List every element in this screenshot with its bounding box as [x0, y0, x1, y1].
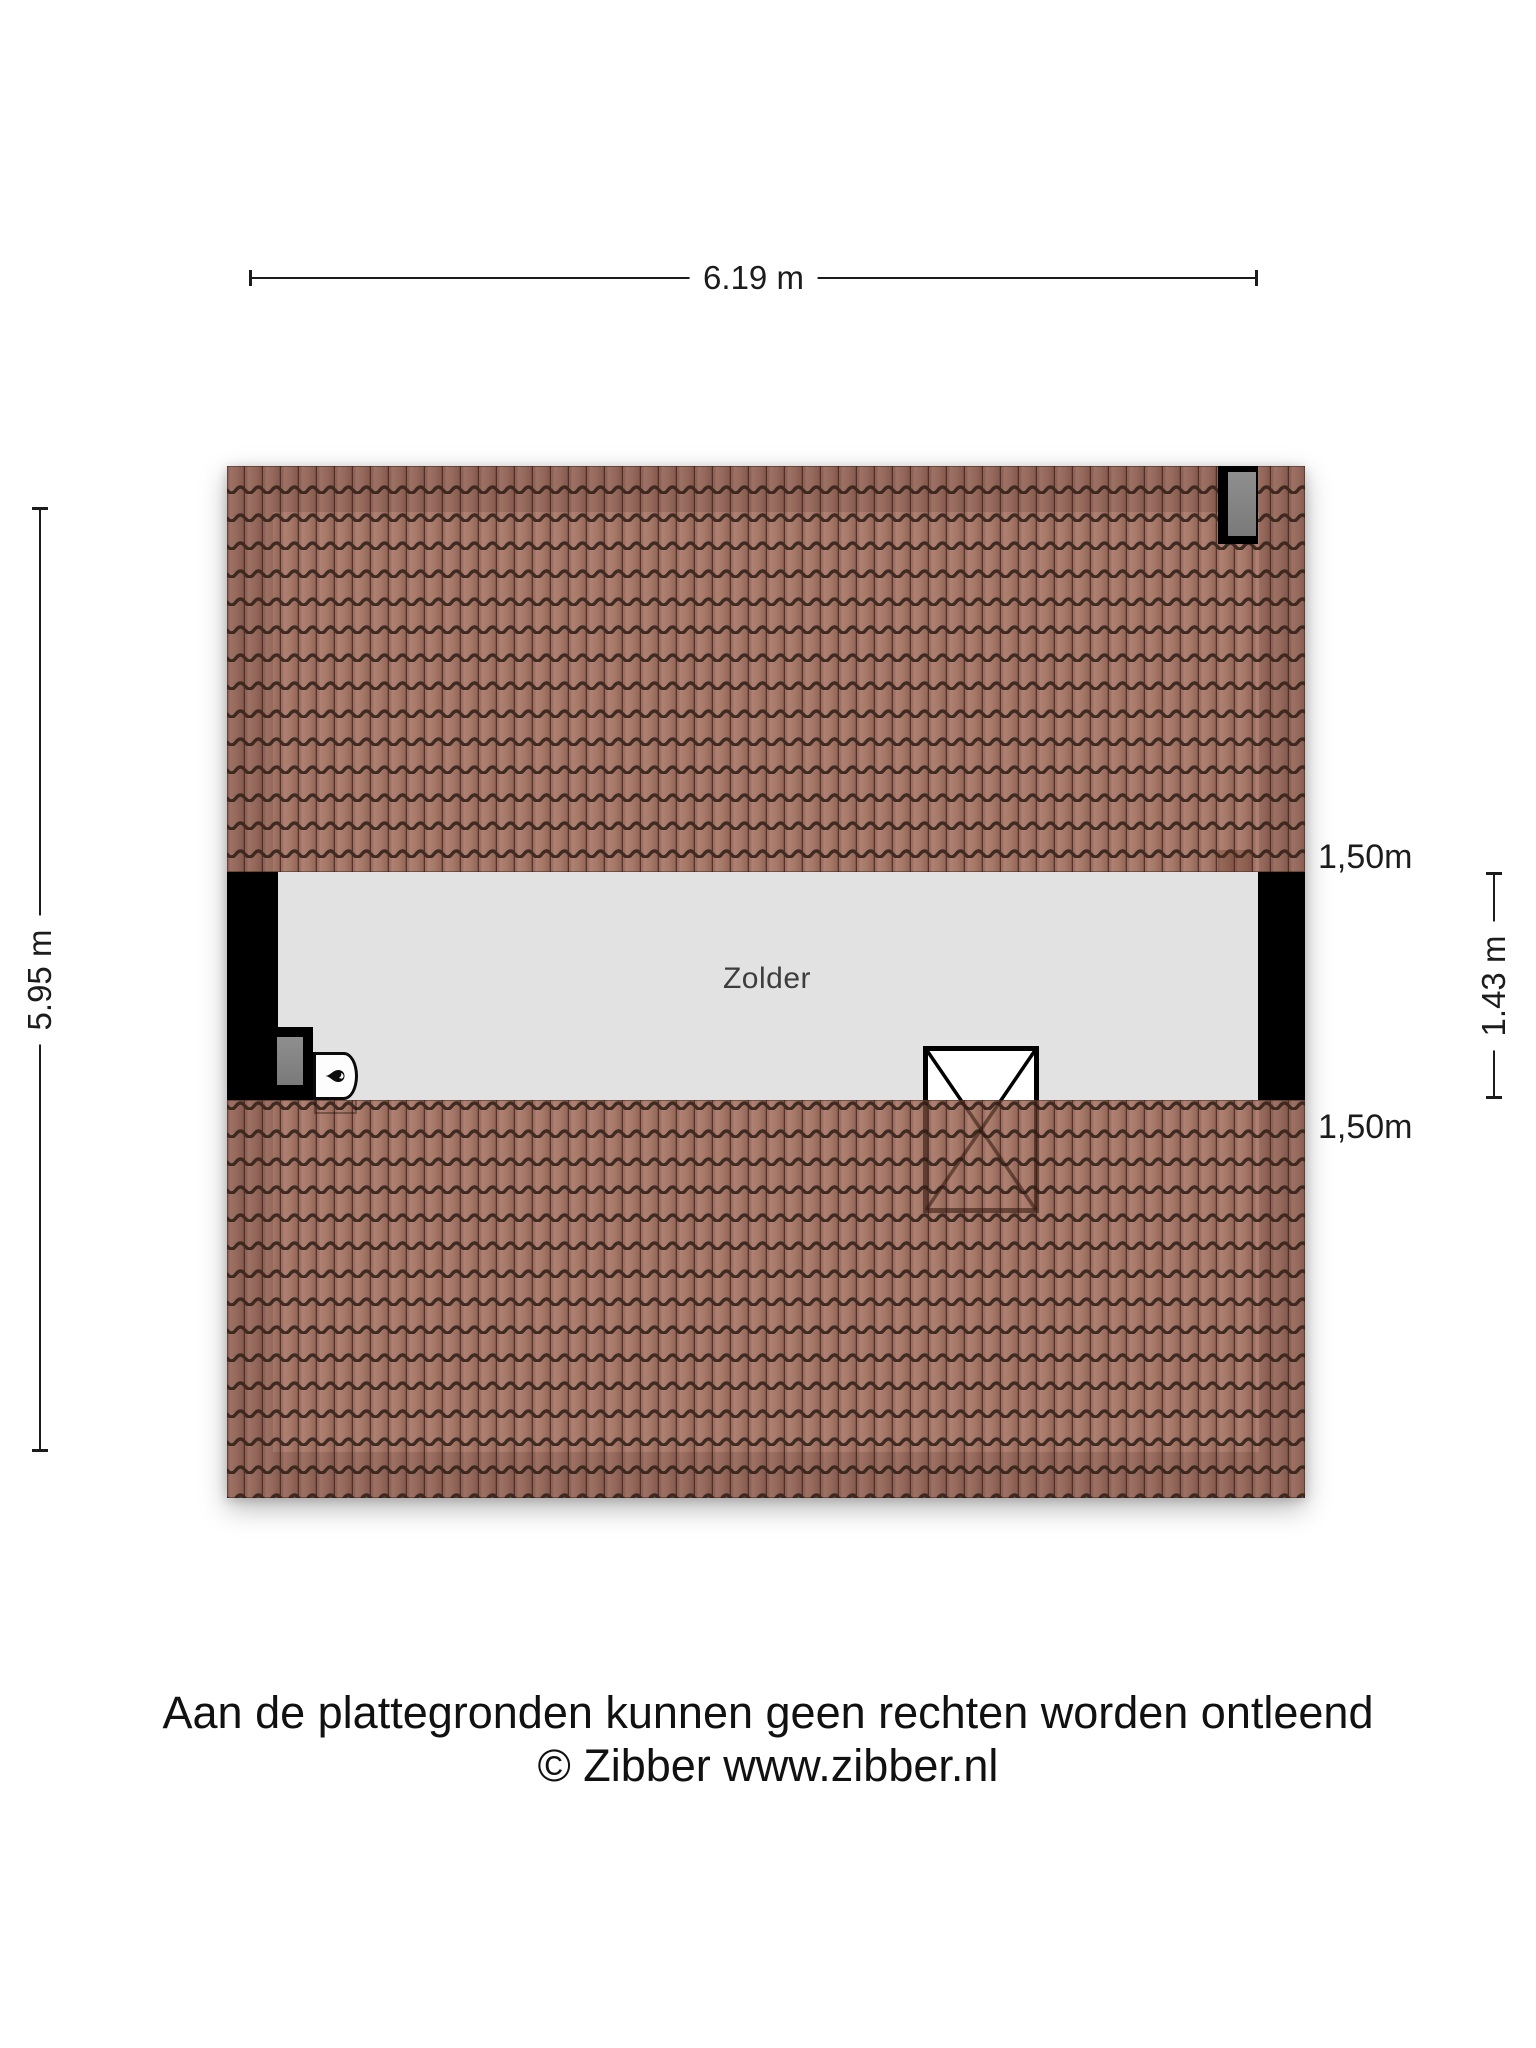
wall-inset-window: [277, 1037, 303, 1085]
dimension-tick: [32, 507, 48, 510]
dimension-left-height-label: 5.95 m: [21, 915, 59, 1044]
left-wall: [227, 872, 278, 1100]
disclaimer-text: Aan de plattegronden kunnen geen rechten worden ontleend: [162, 1687, 1374, 1738]
boiler-unit: [313, 1052, 358, 1100]
dimension-right-height-label: 1.43 m: [1475, 921, 1513, 1050]
wall-inset-window: [1228, 472, 1256, 536]
left-wall-protrusion: [273, 1027, 313, 1100]
dimension-tick: [1255, 270, 1258, 286]
boiler-under-roof-outline: [314, 1100, 357, 1114]
knee-wall-label-bottom: 1,50m: [1318, 1108, 1413, 1146]
dimension-top-width: [250, 259, 1257, 296]
attic-floorplan: [227, 466, 1305, 1498]
dimension-tick: [249, 270, 252, 286]
dimension-tick: [32, 1449, 48, 1452]
right-wall-protrusion: [1218, 466, 1258, 544]
room-label: Zolder: [722, 962, 812, 995]
roof-overlap-shadow: [1218, 850, 1253, 872]
dimension-tick: [1486, 1096, 1502, 1099]
stairs-opening: [923, 1046, 1039, 1213]
footer: [0, 1686, 1536, 1792]
dimension-right-height: [1475, 873, 1512, 1098]
dimension-top-width-label: 6.19 m: [689, 259, 818, 297]
dimension-left-height: [21, 508, 58, 1451]
knee-wall-label-top: 1,50m: [1318, 838, 1413, 876]
copyright-text: © Zibber www.zibber.nl: [537, 1740, 999, 1791]
right-wall: [1258, 872, 1305, 1100]
flame-icon: [321, 1061, 351, 1091]
dimension-tick: [1486, 872, 1502, 875]
